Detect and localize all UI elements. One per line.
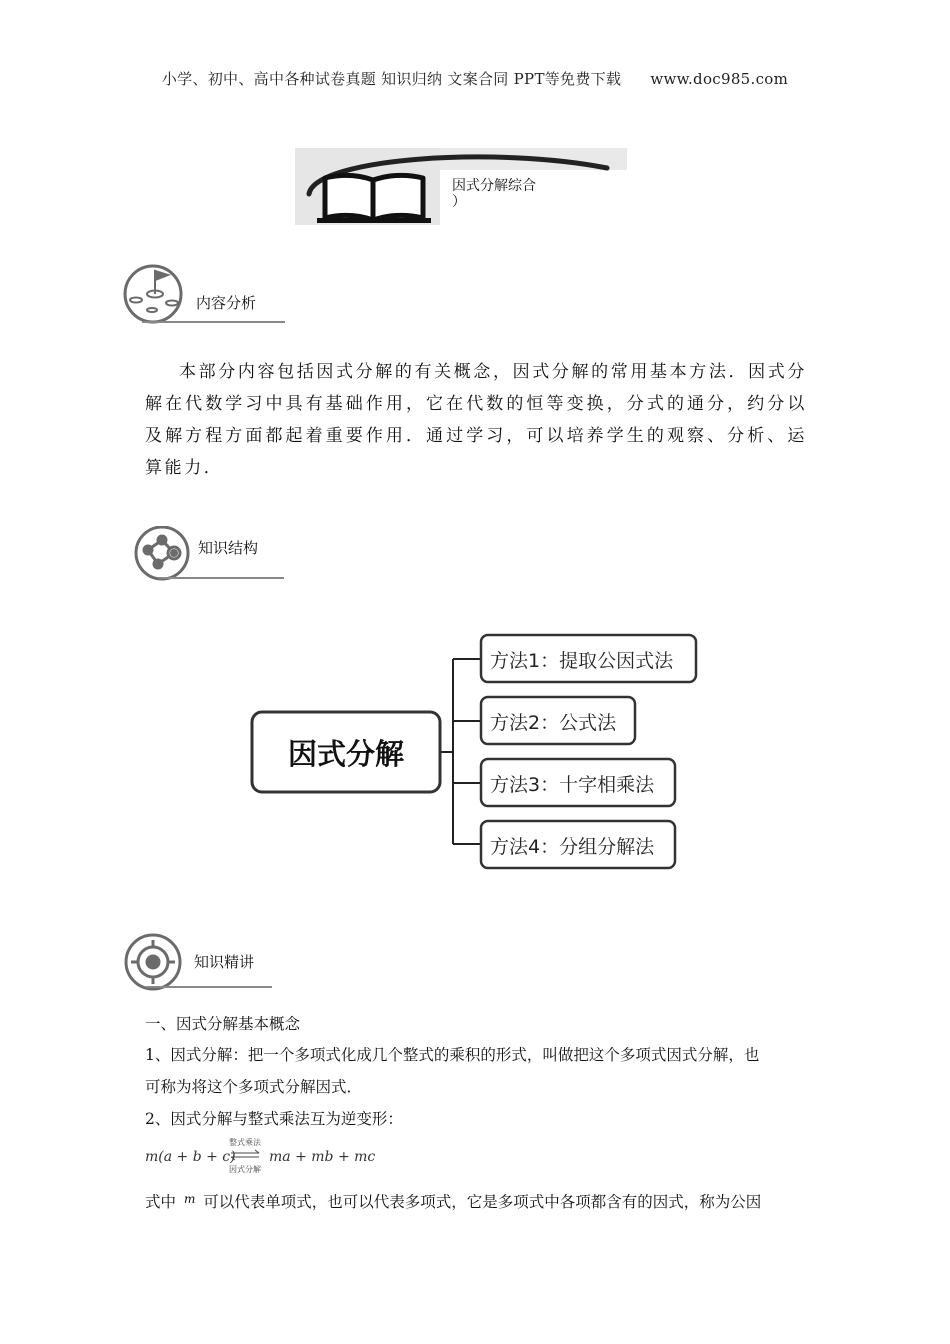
mindmap-root-node: [252, 712, 440, 792]
formula-bottom-label: 因式分解: [229, 1165, 261, 1174]
mindmap-branch-label: 方法4：分组分解法: [490, 836, 655, 858]
lecture-heading: 一、因式分解基本概念: [145, 1015, 301, 1033]
formula-left: m(a + b + c): [145, 1149, 236, 1165]
mindmap-root-label: 因式分解: [287, 737, 405, 771]
mindmap-branch-1: [481, 635, 696, 682]
page-header: [0, 68, 950, 89]
lecture-item2: 2、因式分解与整式乘法互为逆变形：: [145, 1110, 403, 1128]
mindmap-branch-label: 方法1：提取公因式法: [490, 650, 674, 672]
mindmap-branch-4: [481, 821, 675, 868]
mindmap-branch-label: 方法3：十字相乘法: [490, 774, 655, 796]
formula-top-label: 整式乘法: [229, 1138, 261, 1147]
section-title-knowledge-lecture: 知识精讲: [194, 953, 255, 971]
variable-m: m: [183, 1192, 196, 1206]
header-text: 小学、初中、高中各种试卷真题 知识归纳 文案合同 PPT等免费下载: [161, 70, 622, 88]
formula-factorization: [145, 1136, 385, 1176]
section-title-knowledge-structure: 知识结构: [198, 539, 259, 557]
mindmap-branch-3: [481, 759, 675, 806]
open-book-icon: [317, 175, 431, 223]
mindmap-diagram: [245, 630, 705, 880]
mindmap-branch-2: [481, 697, 635, 744]
header-site-link[interactable]: www.doc985.com: [650, 70, 789, 88]
content-paragraph: 本部分内容包括因式分解的有关概念，因式分解的常用基本方法．因式分解在代数学习中具有基础作用，它在代数的恒等变换，分式的通分，约分以及解方程方面都起着重要作用．通过学习，可以培养学生的观察、分析、运算能力．: [145, 362, 807, 478]
lecture-last-line: 式中 $^m$ 可以代表单项式，也可以代表多项式，它是多项式中各项都含有的因式，称为公因: [145, 1192, 762, 1211]
mindmap-branch-label: 方法2：公式法: [490, 712, 617, 734]
lecture-item1-line1: 1、因式分解：把一个多项式化成几个整式的乘积的形式，叫做把这个多项式因式分解，也: [145, 1046, 760, 1064]
section-title-content-analysis: 内容分析: [196, 294, 257, 312]
lecture-item1-line2: 可称为将这个多项式分解因式．: [145, 1078, 363, 1096]
formula-right: ma + mb + mc: [269, 1149, 376, 1165]
banner-title: 因式分解综合 ）: [452, 178, 536, 210]
